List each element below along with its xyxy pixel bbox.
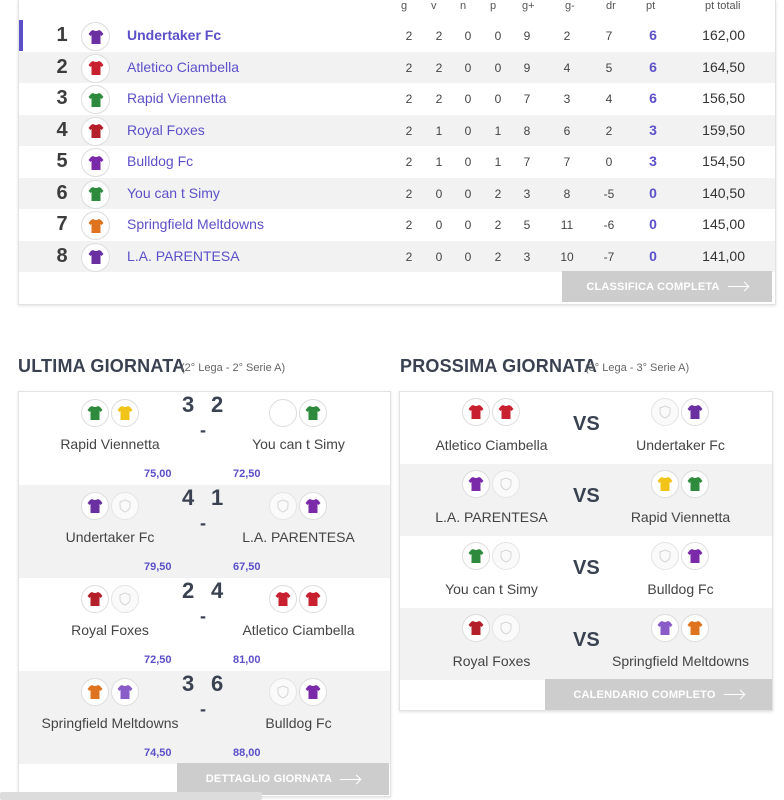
team-jersey-icon <box>81 22 110 51</box>
stat-gs: 4 <box>563 60 571 75</box>
stat-p: 0 <box>494 60 502 75</box>
empty-badge-icon <box>492 614 520 642</box>
home-score: 3 <box>182 392 195 417</box>
home-team-name[interactable]: Undertaker Fc <box>65 529 155 545</box>
rank: 5 <box>56 150 68 172</box>
home-team-name[interactable]: Atletico Ciambella <box>435 437 548 453</box>
total-points: 159,50 <box>702 121 745 138</box>
fixture-row[interactable] <box>400 464 772 536</box>
stat-dr: 7 <box>605 29 613 43</box>
away-team-name[interactable]: You can t Simy <box>252 436 345 452</box>
stat-v: 1 <box>435 123 443 138</box>
stat-n: 0 <box>464 155 472 169</box>
empty-badge-icon <box>492 470 520 498</box>
team-jersey-icon <box>81 85 110 114</box>
away-fantasy-points: 81,00 <box>233 654 261 666</box>
ultima-giornata-title: ULTIMA GIORNATA <box>18 356 186 376</box>
stat-p: 0 <box>494 29 502 43</box>
match-row[interactable] <box>19 671 390 764</box>
rank: 1 <box>56 24 68 46</box>
arrow-right-icon <box>340 779 360 780</box>
stat-g: 2 <box>405 60 413 75</box>
stat-p: 2 <box>494 249 502 264</box>
team-jersey-icon <box>269 399 297 427</box>
stat-gf: 3 <box>523 186 531 201</box>
away-fantasy-points: 67,50 <box>233 561 261 573</box>
stat-g: 2 <box>405 186 413 201</box>
home-team-name[interactable]: Royal Foxes <box>452 653 531 669</box>
team-jersey-icon <box>681 470 709 498</box>
points: 0 <box>649 216 657 232</box>
home-fantasy-points: 72,50 <box>144 654 172 666</box>
prossima-giornata-card <box>399 391 773 711</box>
stat-gf: 7 <box>523 155 531 169</box>
fixture-row[interactable] <box>400 608 772 680</box>
team-jersey-icon <box>681 398 709 426</box>
stat-dr: 2 <box>605 123 613 138</box>
stat-dr: 4 <box>605 92 613 106</box>
away-team-name[interactable]: Rapid Viennetta <box>630 509 731 525</box>
score-separator: - <box>200 420 206 440</box>
team-jersey-icon <box>651 470 679 498</box>
team-jersey-icon <box>81 54 110 83</box>
stat-gs: 11 <box>560 218 574 232</box>
standings-row[interactable] <box>19 209 775 240</box>
classifica-completa-button[interactable] <box>562 271 772 302</box>
header-pt: pt <box>646 0 656 12</box>
empty-badge-icon <box>651 398 679 426</box>
home-team-name[interactable]: Royal Foxes <box>71 622 149 638</box>
stat-p: 2 <box>494 186 502 201</box>
team-jersey-icon <box>81 243 110 272</box>
stat-n: 0 <box>464 218 472 232</box>
points: 3 <box>649 153 657 169</box>
team-jersey-icon <box>111 678 139 706</box>
team-jersey-icon <box>299 585 327 613</box>
stat-p: 2 <box>494 218 502 232</box>
team-jersey-icon <box>81 180 110 209</box>
away-team-name[interactable]: Bulldog Fc <box>647 581 714 597</box>
rank: 8 <box>56 244 68 267</box>
away-team-name[interactable]: Springfield Meltdowns <box>612 653 749 669</box>
team-jersey-icon <box>81 585 109 613</box>
team-jersey-icon <box>81 492 109 520</box>
stat-g: 2 <box>405 92 413 106</box>
stat-g: 2 <box>405 123 413 138</box>
away-score: 6 <box>211 671 224 696</box>
standings-row[interactable] <box>19 83 775 114</box>
team-name-link[interactable]: Atletico Ciambella <box>127 58 240 75</box>
calendario-completo-button[interactable] <box>545 679 772 710</box>
header-n: n <box>460 0 467 12</box>
home-team-name[interactable]: Rapid Viennetta <box>60 436 160 452</box>
header-v: v <box>431 0 437 12</box>
stat-g: 2 <box>405 249 413 264</box>
away-team-name[interactable]: L.A. PARENTESA <box>242 529 355 545</box>
total-points: 156,50 <box>702 90 745 106</box>
team-jersey-icon <box>111 399 139 427</box>
total-points: 145,00 <box>702 216 745 232</box>
score-separator: - <box>200 699 206 719</box>
match-row[interactable] <box>19 485 390 578</box>
points: 6 <box>649 58 657 75</box>
team-jersey-icon <box>681 614 709 642</box>
team-jersey-icon <box>81 399 109 427</box>
stat-n: 0 <box>464 249 472 264</box>
stat-n: 0 <box>464 186 472 201</box>
rank: 2 <box>56 55 68 78</box>
stat-n: 0 <box>464 123 472 138</box>
empty-badge-icon <box>111 492 139 520</box>
stat-n: 0 <box>464 92 472 106</box>
home-fantasy-points: 74,50 <box>144 747 172 759</box>
home-fantasy-points: 79,50 <box>144 561 172 573</box>
home-team-name[interactable]: You can t Simy <box>445 581 538 597</box>
away-team-name[interactable]: Bulldog Fc <box>265 715 332 731</box>
team-name-link[interactable]: Undertaker Fc <box>127 27 222 43</box>
empty-badge-icon <box>111 585 139 613</box>
stat-gs: 10 <box>560 249 574 264</box>
team-name-link[interactable]: Bulldog Fc <box>127 153 194 169</box>
stat-v: 0 <box>435 186 443 201</box>
away-score: 1 <box>211 485 224 510</box>
team-jersey-icon <box>462 398 490 426</box>
score-separator: - <box>200 513 206 533</box>
points: 0 <box>649 184 657 201</box>
points: 3 <box>649 121 657 138</box>
team-jersey-icon <box>462 470 490 498</box>
standings-row[interactable] <box>19 146 775 177</box>
stat-gs: 8 <box>563 186 571 201</box>
classifica-completa-label: CLASSIFICA COMPLETA <box>586 280 720 293</box>
header-g: g <box>401 0 408 12</box>
rank: 7 <box>56 213 68 235</box>
stat-gf: 3 <box>523 249 531 264</box>
stat-gs: 3 <box>563 92 571 106</box>
home-team-name[interactable]: L.A. PARENTESA <box>435 509 548 525</box>
stat-gf: 5 <box>523 218 531 232</box>
standings-row[interactable] <box>19 52 775 83</box>
team-name-link[interactable]: Royal Foxes <box>127 121 205 138</box>
team-jersey-icon <box>492 398 520 426</box>
home-team-name[interactable]: Springfield Meltdowns <box>41 715 179 731</box>
stat-g: 2 <box>405 29 413 43</box>
away-score: 4 <box>211 578 224 603</box>
stat-v: 0 <box>435 218 443 232</box>
team-jersey-icon <box>81 678 109 706</box>
stat-gs: 2 <box>563 29 571 43</box>
prossima-giornata-subtitle: (3° Lega - 3° Serie A) <box>585 362 690 374</box>
match-row[interactable] <box>19 578 390 671</box>
standings-row[interactable] <box>19 20 775 51</box>
team-jersey-icon <box>651 614 679 642</box>
stat-dr: -7 <box>603 249 615 264</box>
stat-gs: 7 <box>563 155 571 169</box>
team-jersey-icon <box>81 211 110 240</box>
standings-row[interactable] <box>19 178 775 209</box>
team-name-link[interactable]: You can t Simy <box>127 184 220 201</box>
header-gplus: g+ <box>522 0 535 12</box>
stat-g: 2 <box>405 155 413 169</box>
home-fantasy-points: 75,00 <box>144 468 172 480</box>
away-score: 2 <box>211 392 224 417</box>
rank: 6 <box>56 181 68 204</box>
fixture-row[interactable] <box>400 536 772 608</box>
away-team-name[interactable]: Atletico Ciambella <box>242 622 355 638</box>
stat-v: 0 <box>435 249 443 264</box>
calendario-completo-label: CALENDARIO COMPLETO <box>573 688 716 701</box>
standings-row[interactable] <box>19 115 775 146</box>
team-jersey-icon <box>269 585 297 613</box>
stat-dr: 5 <box>605 60 613 75</box>
standings-row[interactable] <box>19 241 775 272</box>
match-row[interactable] <box>19 392 390 485</box>
rank: 4 <box>56 118 68 141</box>
team-jersey-icon <box>299 492 327 520</box>
stat-g: 2 <box>405 218 413 232</box>
team-jersey-icon <box>299 678 327 706</box>
stat-n: 0 <box>464 29 472 43</box>
stat-gf: 9 <box>523 29 531 43</box>
team-jersey-icon <box>299 399 327 427</box>
team-jersey-icon <box>462 614 490 642</box>
total-points: 140,50 <box>702 184 745 201</box>
away-fantasy-points: 88,00 <box>233 747 261 759</box>
total-points: 141,00 <box>702 247 745 264</box>
stat-p: 1 <box>494 155 502 169</box>
arrow-right-icon <box>728 286 748 287</box>
team-name-link[interactable]: Rapid Viennetta <box>127 90 227 106</box>
empty-badge-icon <box>651 542 679 570</box>
vs-label: VS <box>573 557 600 579</box>
arrow-right-icon <box>724 694 744 695</box>
stat-v: 2 <box>435 60 443 75</box>
stat-gf: 8 <box>523 123 531 138</box>
team-jersey-icon <box>81 148 110 177</box>
stat-p: 0 <box>494 92 502 106</box>
stat-n: 0 <box>464 60 472 75</box>
home-score: 3 <box>182 671 195 696</box>
horizontal-scrollbar[interactable] <box>0 792 262 800</box>
away-team-name[interactable]: Undertaker Fc <box>636 437 725 453</box>
stat-v: 2 <box>435 92 443 106</box>
stat-v: 1 <box>435 155 443 169</box>
stat-gf: 9 <box>523 60 531 75</box>
total-points: 164,50 <box>702 58 745 75</box>
dettaglio-giornata-button[interactable] <box>177 763 389 795</box>
standings-table <box>18 0 776 305</box>
team-jersey-icon <box>681 542 709 570</box>
team-jersey-icon <box>462 542 490 570</box>
points: 6 <box>649 90 657 106</box>
score-separator: - <box>200 606 206 626</box>
ultima-giornata-card <box>18 391 391 797</box>
stat-dr: -5 <box>603 186 615 201</box>
prossima-giornata-title: PROSSIMA GIORNATA <box>400 356 598 376</box>
team-name-link[interactable]: L.A. PARENTESA <box>127 247 240 264</box>
empty-badge-icon <box>269 492 297 520</box>
header-gminus: g- <box>565 0 575 12</box>
fixture-row[interactable] <box>400 392 772 464</box>
total-points: 162,00 <box>702 27 745 43</box>
team-jersey-icon <box>81 117 110 146</box>
stat-gf: 7 <box>523 92 531 106</box>
away-fantasy-points: 72,50 <box>233 468 261 480</box>
points: 0 <box>649 247 657 264</box>
header-pt-totali: pt totali <box>705 0 741 12</box>
total-points: 154,50 <box>702 153 745 169</box>
header-p: p <box>490 0 497 12</box>
stat-dr: -6 <box>603 218 615 232</box>
home-score: 4 <box>182 485 195 510</box>
points: 6 <box>649 27 657 43</box>
team-name-link[interactable]: Springfield Meltdowns <box>127 216 264 232</box>
stat-gs: 6 <box>563 123 571 138</box>
stat-p: 1 <box>494 123 502 138</box>
stat-dr: 0 <box>605 155 613 169</box>
vs-label: VS <box>573 413 600 435</box>
home-score: 2 <box>182 578 195 603</box>
vs-label: VS <box>573 629 600 651</box>
ultima-giornata-subtitle: (2° Lega - 2° Serie A) <box>181 362 286 374</box>
empty-badge-icon <box>492 542 520 570</box>
rank: 3 <box>56 87 68 109</box>
dettaglio-giornata-label: DETTAGLIO GIORNATA <box>205 773 333 785</box>
empty-badge-icon <box>269 678 297 706</box>
stat-v: 2 <box>435 29 443 43</box>
vs-label: VS <box>573 485 600 507</box>
header-dr: dr <box>606 0 616 12</box>
